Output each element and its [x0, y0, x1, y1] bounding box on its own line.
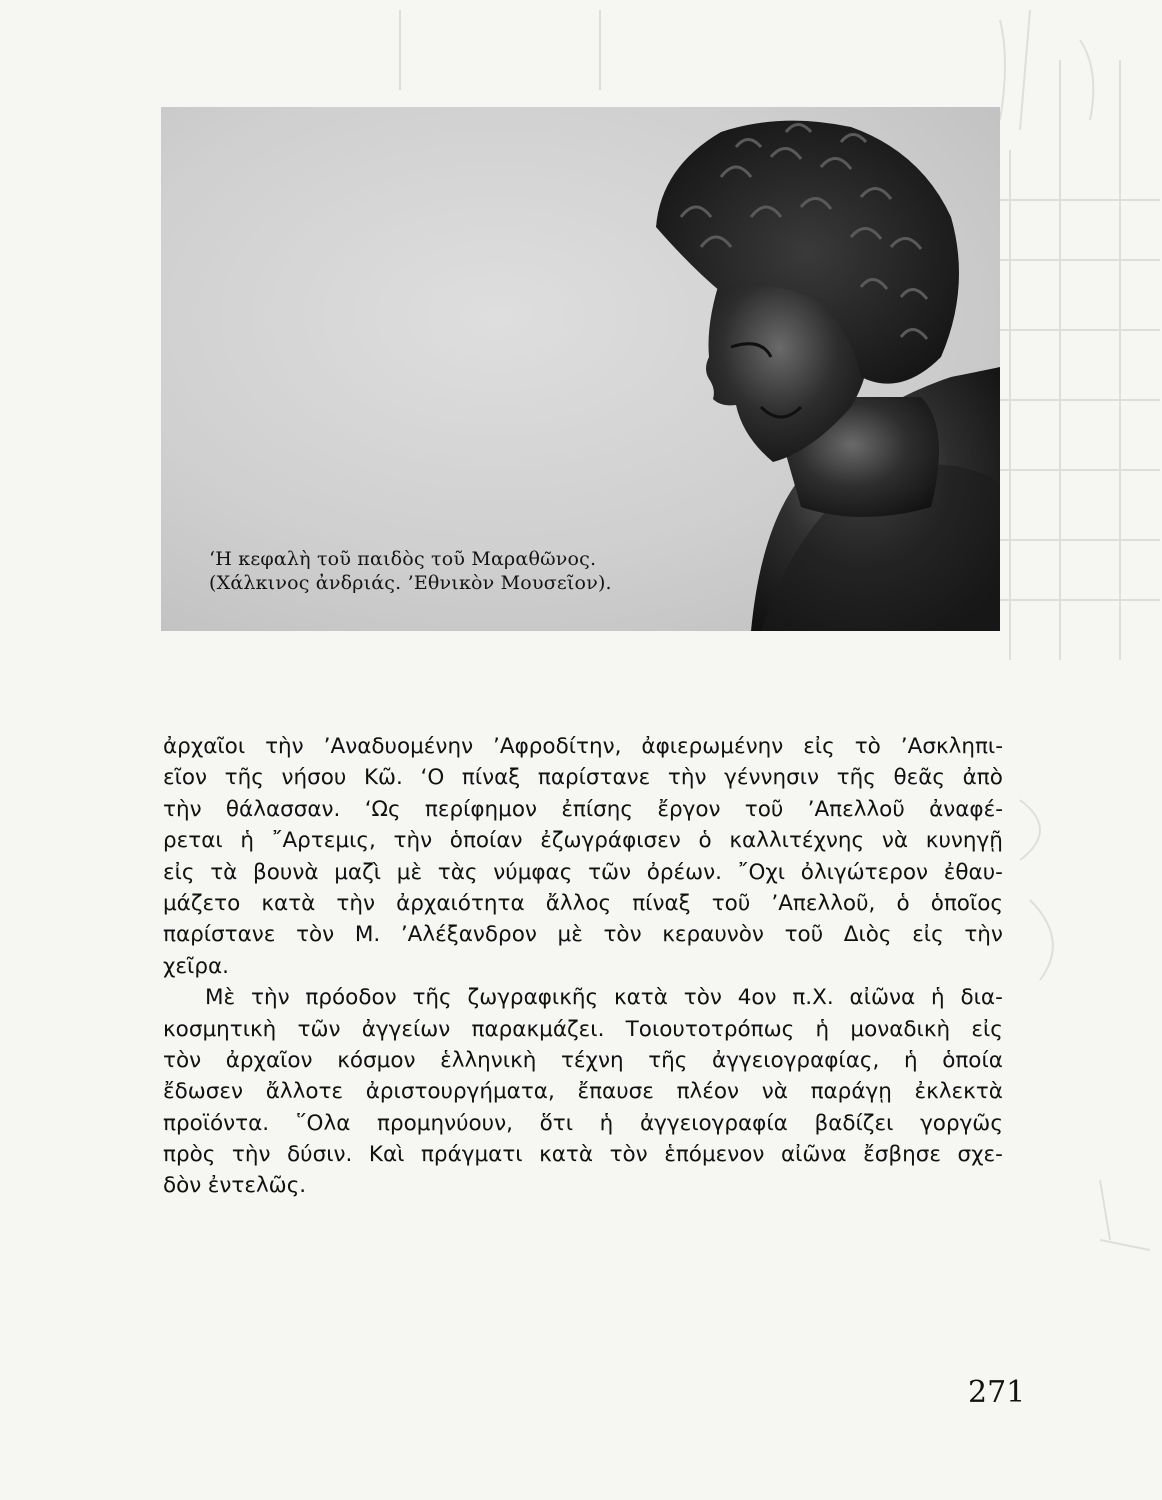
word: πρὸς	[163, 1142, 216, 1168]
word: ἐκλεκτὰ	[914, 1079, 1003, 1105]
word: ἡ	[931, 985, 945, 1011]
word: τοῦ	[711, 890, 751, 916]
word: μαζὶ	[334, 859, 382, 885]
word: καλλιτέχνης	[729, 828, 865, 854]
word: τὰ	[210, 859, 238, 885]
word: τὴν	[251, 985, 290, 1011]
text-line	[163, 982, 1003, 1013]
word: νὰ	[881, 828, 909, 854]
word: ἑλληνικὴ	[440, 1047, 537, 1073]
figure-caption	[209, 547, 612, 595]
word: ἡ	[815, 1016, 830, 1042]
word: σχε-	[957, 1142, 1003, 1168]
word: ἑπόμενον	[664, 1142, 765, 1168]
word: εἰς	[912, 922, 944, 948]
paragraph-1	[163, 731, 1003, 982]
word: ‘Ο	[420, 765, 445, 791]
word: ῞Ολα	[295, 1110, 351, 1136]
word: κατὰ	[613, 985, 668, 1011]
word: χεῖρα.	[163, 953, 229, 979]
word: ἄλλος	[545, 890, 612, 916]
word: τὴν	[393, 828, 433, 854]
caption-line: (Χάλκινος ἀνδριάς. ’Εθνικὸν Μουσεῖον).	[209, 572, 612, 594]
word: Μ.	[354, 922, 381, 948]
word: παρακμάζει.	[471, 1016, 605, 1042]
word: ὁποία	[942, 1047, 1003, 1073]
word: νύμφας	[493, 859, 573, 885]
word: δια-	[960, 985, 1003, 1011]
text-line	[163, 731, 1003, 762]
word: ἀφιερωμένην	[641, 734, 784, 759]
word: ἄλλοτε	[265, 1079, 344, 1105]
word: ἀριστουργήματα,	[365, 1079, 555, 1105]
word: τῆς	[836, 765, 876, 791]
text-line	[163, 951, 1003, 982]
word: τέχνη	[560, 1047, 624, 1073]
word: ἀγγειογραφία	[639, 1110, 788, 1136]
text-line	[163, 1108, 1003, 1139]
text-line	[163, 857, 1003, 888]
word: πίναξ	[461, 765, 521, 791]
word: παρίστανε	[163, 922, 276, 948]
word: ἀγγειογραφίας,	[712, 1047, 880, 1073]
word: ’Απελλοῦ,	[771, 890, 876, 916]
word: περίφημον	[424, 796, 538, 822]
body-text	[163, 731, 1003, 1202]
word: τῶν	[588, 859, 632, 885]
word: Μὲ	[205, 985, 236, 1011]
word: τὴν	[231, 1142, 271, 1168]
word: εἰς	[163, 859, 195, 885]
word: γοργῶς	[920, 1110, 1003, 1136]
text-line	[163, 919, 1003, 950]
page-number: 271	[968, 1375, 1026, 1410]
word: μὲ	[557, 922, 583, 948]
word: τὴν	[163, 796, 202, 822]
word: ’Απελλοῦ	[807, 796, 905, 822]
word: ἀγγείων	[361, 1016, 451, 1042]
word: ὁ	[896, 890, 910, 916]
word: τὴν	[667, 765, 707, 791]
word: ἀναφέ-	[929, 796, 1003, 822]
word: ἡ	[240, 828, 255, 854]
word: δὸν	[163, 1173, 202, 1199]
word: ’Αναδυομένην	[323, 734, 474, 759]
word: ἐπίσης	[561, 796, 634, 822]
word: ἀρχαῖον	[225, 1047, 313, 1073]
word: τοῦ	[784, 922, 824, 948]
word: ἀρχαιότητα	[396, 890, 525, 916]
word: ἐθαυ-	[943, 859, 1003, 885]
word: ἐζωγράφισεν	[540, 828, 681, 854]
word: τὸν	[683, 985, 722, 1011]
word: κατὰ	[539, 1142, 594, 1168]
word: τῆς	[412, 985, 452, 1011]
word: ἔπαυσε	[577, 1079, 654, 1105]
word: ἡ	[599, 1110, 614, 1136]
word: ὀλιγώτερον	[800, 859, 929, 885]
word: εἰς	[803, 734, 835, 759]
text-line	[163, 825, 1003, 856]
word: τοῦ	[744, 796, 784, 822]
word: ’Αλέξανδρον	[400, 922, 537, 948]
word: βαδίζει	[814, 1110, 894, 1136]
word: ἐντελῶς.	[207, 1173, 307, 1199]
word: κατὰ	[261, 890, 316, 916]
word: ‘Ως	[364, 796, 401, 822]
word: τὴν	[336, 890, 376, 916]
word: Καὶ	[368, 1142, 405, 1168]
word: Διὸς	[843, 922, 892, 948]
word: νὰ	[761, 1079, 788, 1105]
word: ῎Οχι	[737, 859, 786, 885]
word: γέννησιν	[724, 765, 820, 791]
word: ὅτι	[539, 1110, 574, 1136]
word: Κῶ.	[363, 765, 403, 791]
word: παράγῃ	[810, 1079, 892, 1105]
word: θάλασσαν.	[225, 796, 341, 822]
word: ῎Αρτεμις,	[271, 828, 376, 854]
word: ἡ	[903, 1047, 918, 1073]
text-line	[163, 762, 1003, 793]
text-line	[163, 1139, 1003, 1170]
word: αἰῶνα	[849, 985, 916, 1011]
word: τῆς	[224, 765, 264, 791]
text-line	[163, 888, 1003, 919]
word: ’Αφροδίτην,	[493, 734, 622, 759]
word: ἔσβησε	[863, 1142, 941, 1168]
text-line	[163, 1170, 1003, 1201]
word: τῆς	[648, 1047, 688, 1073]
text-line	[163, 1045, 1003, 1076]
word: ἀρχαῖοι	[163, 734, 246, 759]
word: τῶν	[297, 1016, 341, 1042]
word: βουνὰ	[253, 859, 319, 885]
text-line	[163, 1076, 1003, 1107]
word: προϊόντα.	[163, 1110, 270, 1136]
word: Τοιουτοτρόπως	[625, 1016, 795, 1042]
word: ἔδωσεν	[163, 1079, 244, 1105]
paragraph-2	[163, 982, 1003, 1202]
word: παρίστανε	[537, 765, 651, 791]
text-line	[163, 1014, 1003, 1045]
word: 4ον	[737, 985, 777, 1011]
word: κόσμον	[337, 1047, 416, 1073]
word: τὴν	[964, 922, 1003, 948]
word: μὲ	[396, 859, 423, 885]
word: ὀρέων.	[646, 859, 723, 885]
word: κοσμητικὴ	[163, 1016, 277, 1042]
word: πρόοδον	[305, 985, 397, 1011]
word: ρεται	[163, 828, 223, 854]
word: τὸν	[296, 922, 335, 948]
word: δύσιν.	[287, 1142, 353, 1168]
word: προμηνύουν,	[377, 1110, 513, 1136]
word: εἰς	[971, 1016, 1003, 1042]
word: πλέον	[676, 1079, 740, 1105]
word: τὰς	[437, 859, 478, 885]
word: τὸν	[603, 922, 642, 948]
word: ἀπὸ	[962, 765, 1003, 791]
word: πίναξ	[632, 890, 691, 916]
word: π.Χ.	[792, 985, 834, 1011]
text-line	[163, 794, 1003, 825]
statue-photograph	[161, 107, 1000, 631]
word: τὸν	[609, 1142, 648, 1168]
word: μάζετο	[163, 890, 241, 916]
word: μοναδικὴ	[850, 1016, 951, 1042]
word: ζωγραφικῆς	[467, 985, 599, 1011]
word: πράγματι	[420, 1142, 523, 1168]
word: νήσου	[281, 765, 347, 791]
word: ἔργον	[657, 796, 721, 822]
word: κεραυνὸν	[662, 922, 764, 948]
word: ’Ασκληπι-	[900, 734, 1003, 759]
caption-line: ‘Η κεφαλὴ τοῦ παιδὸς τοῦ Μαραθῶνος.	[209, 548, 597, 570]
word: τὸν	[163, 1047, 202, 1073]
word: εῖον	[163, 765, 208, 791]
word: τὸ	[854, 734, 881, 759]
word: ὁποῖος	[930, 890, 1003, 916]
word: τὴν	[265, 734, 304, 759]
word: ὁποίαν	[449, 828, 523, 854]
word: ὁ	[698, 828, 712, 854]
word: κυνηγῇ	[925, 828, 1003, 854]
word: θεᾶς	[893, 765, 946, 791]
word: αἰῶνα	[780, 1142, 847, 1168]
